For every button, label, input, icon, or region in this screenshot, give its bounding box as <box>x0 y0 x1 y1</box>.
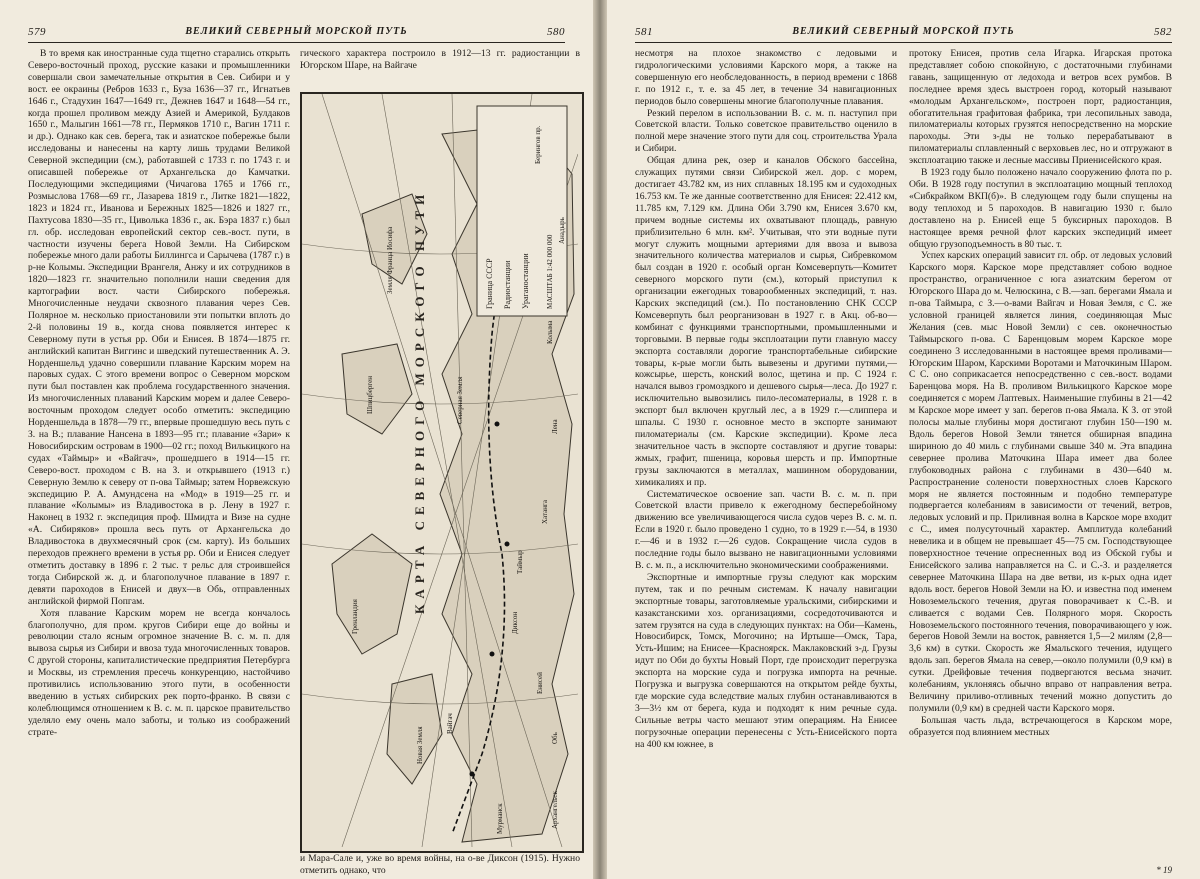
map-legend-item: Радиостанции <box>503 260 512 309</box>
page-number: 582 <box>1154 26 1172 38</box>
map-scale: МАСШТАБ 1:42 000 000 <box>546 234 554 309</box>
map-label: Берингов пр. <box>534 125 542 164</box>
right-page-header <box>635 26 1172 43</box>
map-label: Новая Земля <box>416 726 424 764</box>
map-label: Енисей <box>536 672 544 694</box>
map-legend-item: Граница СССР <box>485 258 494 309</box>
paragraph: Общая длина рек, озер и каналов Обского бассейна, служащих путями связи Сибирской жел. дор. с морем, достигает 43.782 км, из них сплавных 18.195 км и судоходных 16.753 км. Те же данные соответственно для Енисея: 22.412 км, 11.785 км, 7.129 км. Длина Оби 3.790 км, Енисея 3.670 км, причем водные системы их охватывают площадь, равную приблизительно 6 млн. км². Учитывая, что эти водные пути могут служить мощными артериями для ввоза и вывоза значительного количества материалов и сырья, Сибревкомом был создан в 1920 г. особый орган Комсеверпуть—Комитет северного морского пути (см.), который приступил к организации ежегодных товарообменных экспедиций, т. наз. Карских экспедиций (см.). По постановлению СНК СССР Комсеверпуть был реорганизован в 1927 г. в Акц. об-во—комбинат с функциями транспортными, промышленными и торговыми. В первые годы эксплоатации пути главную массу экспорта составляли дорогие транспортабельные сибирские товары, к-рые могли быть вывезены и другими путями,—кожсырье, шерсть, конский волос, щетина и пр. С 1924 г. начался вывоз громоздкого и дешевого сырья—леса. До 1927 г. исключительно вывозились пило-лесоматериалы, в 1928 г. в экспорт был включен круглый лес, а в 1929 г.—слиппера и шпалы. С 1930 г. основное место в экспорте занимают пиломатериалы (см. Карские экспедиции). Кроме леса значительное часть в экспорте составляют и другие товары: жмых, графит, пшеница, коровья шерсть и пр. Импортные грузы заключаются в металлах, машинном оборудовании, химикалиях и пр. <box>635 155 897 488</box>
left-page <box>0 0 593 879</box>
page-number: 581 <box>635 26 653 38</box>
page-number: 580 <box>547 26 565 38</box>
map-title: КАРТА СЕВЕРНОГО МОРСКОГО ПУТИ <box>412 188 427 614</box>
map-label: Обь <box>551 732 559 744</box>
map-label: Колыма <box>546 320 554 344</box>
paragraph: Резкий перелом в использовании В. с. м. п. наступил при Советской власти. Только советское правительство оценило в полной мере значение этого пути для соц. строительства Урала и Сибири. <box>635 107 897 155</box>
left-page-header <box>28 26 565 43</box>
map-label: Вайгач <box>446 713 454 734</box>
map-drawing <box>302 94 578 847</box>
map-label: Хатанга <box>541 500 549 524</box>
map-legend-item: Ураганостанции <box>521 253 530 309</box>
text-column-2-bottom <box>300 853 580 877</box>
route-map <box>300 92 584 853</box>
map-label: Гренландия <box>351 599 359 634</box>
paragraph: В 1923 году было положено начало сооружению флота по р. Оби. В 1928 году поступил в эксплоатацию мощный теплоход «Сибкрайком ВКП(б)». В следующем году были спущены на воду теплоход и 5 пароходов. В навигацию 1930 г. было доставлено на р. Енисей еще 5 буксирных пароходов. В настоящее время речной флот карских экспедиций имеет общую грузоподъемность в 80 тыс. т. <box>909 167 1172 250</box>
paragraph: Успех карских операций зависит гл. обр. от ледовых условий Карского моря. Карское море представляет собою водное пространство, ограниченное с юга азиатским берегом от Югорского Шара до м. Челюскина, с В.—зап. берегами Ямала и п-ова Таймыра, с З.—о-вами Вайгач и Новая Земля, с С. же условной границей является линия, соединяющая Мыс Желания (сев. мыс Новой Земли) с сев. оконечностью Таймырского п-ова. С Баренцовым морем Карское море соединено 3 исследованными в настоящее время проливами—Югорским Шаром, Карскими Воротами и Маточкиным Шаром. С С. оно соприкасается непосредственно с сев.-вост. водами Баренцова моря. На В. проливом Вилькицкого Карское море соединяется с морем Лаптевых. Наименьшие глубины в 21—42 м Карское море имеет у зап. берегов п-ова Ямала. К З. от этой полосы малые глубины моря достигают глубин 150—190 м. Вдоль берегов Новой Земли тянется обширная впадина шириною до 40 миль с глубинами свыше 340 м. Эта впадина севернее пролива Маточкина Шара имеет два более глубоководных района с глубинами в 430—640 м. Распространение солености поверхностных слоев Карского моря не является постоянным и подобно температуре подвергается колебаниям в зависимости от течений, ветров, ледовых условий и пр. Приливная волна в Карское море входит с С., имея полусуточный характер. Амплитуда колебаний невелика и в общем не превышает 45—75 см. Господствующее поверхностное течение опресненных вод из Обской губы и Енисейского залива направляется на С. и С.-З. и разделяется севернее Маточкина Шара на две ветви, из к-рых одна идет вдоль вост. берегов Новой Земли на Ю. и известна под именем Новоземельского течения, другая поворачивает к С.-В. и сливается с водами Сев. Полярного моря. Скорость Новоземельского постоянного течения, поворачивающего у юж. берегов Новой Земли на восток, равняется 1,5—2 милям (2,8—3,6 км) в сутки. Скорость же Ямальского течения, идущего вдоль зап. берегов Ямала на север,—около полумили (0,9 км) в сутки. Дрейфовые течения подвергаются весьма значит. колебаниям, уклоняясь обычно вправо от направления ветра. Величину приливо-отливных течений можно допустить до полумили (0,9 км) в средней части Карского моря. <box>909 250 1172 714</box>
paragraph: Систематическое освоение зап. части В. с. м. п. при Советской власти привело к ежегодному бесперебойному движению все увеличивающегося числа судов через В. с. м. п. Если в 1920 г. было проведено 1 судно, то в 1929 г.—54, в 1930 г.—46 и в 1932 г.—26 судов. Сокращение числа судов в последние годы было вызвано не навигационными условиями В. с. м. п., а исключительно экономическими соображениями. <box>635 488 897 571</box>
paragraph: и Мара-Сале и, уже во время войны, на о-ве Диксон (1915). Нужно отметить однако, что <box>300 853 580 876</box>
paragraph: Экспортные и импортные грузы следуют как морским путем, так и по речным системам. К началу навигации экспортные товары, заготовляемые уральскими, сибирскими и казакстанскими хоз. организациями, сосредоточиваются и затем грузятся на суда в следующих пунктах: на Оби—Камень, Новосибирск, Томск, Могочино; на Иртыше—Омск, Тара, Усть-Ишим; на Енисее—Красноярск. Маклаковский з-д. Грузы идут по Оби до бухты Новый Порт, где происходит перегрузка экспорта на морские суда и погрузка импорта на речные. Погрузка и выгрузка совершаются на открытом рейде бухты, где морские суда вследствие малых глубин останавливаются в 3—3½ км от берега, куда и подходят к ним речные суда. Сильные ветры часто мешают этим операциям. На Енисее погрузочные операции перенесены с Усть-Енисейского порта на 400 км южнее, в <box>635 571 897 750</box>
map-label: Земля Франца Иосифа <box>386 226 394 294</box>
paragraph: несмотря на плохое знакомство с ледовыми и гидрологическими условиями Карского моря, а также на совершенную его необследованность, в период времени с 1868 г. по 1912 г., т. е. за 45 лет, в течение 34 навигационных периодов было совершены многие благополучные плавания. <box>635 48 897 107</box>
map-label: Мурманск <box>496 803 504 834</box>
map-label: Таймыр <box>516 550 524 574</box>
right-page <box>607 0 1200 879</box>
book-gutter <box>593 0 607 879</box>
text-column-4 <box>909 48 1172 862</box>
running-head: ВЕЛИКИЙ СЕВЕРНЫЙ МОРСКОЙ ПУТЬ <box>185 26 408 37</box>
map-label: Диксон <box>511 611 519 634</box>
map-label: Анадырь <box>558 217 566 244</box>
paragraph: гического характера построило в 1912—13 гг. радиостанции в Югорском Шаре, на Вайгаче <box>300 48 580 71</box>
paragraph: Хотя плавание Карским морем не всегда кончалось благополучно, для пром. кругов Сибири еще до войны и революции стало ясным огромное значение В. с. м. п. для вывоза сырья из Сибири и ввоза туда многочисленных товаров. С другой стороны, капиталистические предприятия Петербурга и Москвы, из стремления пресечь конкуренцию, настойчиво противились использованию этого пути, в особенности введению в устьях сибирских рек порто-франко. В связи с колеблющимся отношением к В. с. м. п. царское правительство уделяло ему очень мало заботы, и только из соображений страте- <box>28 607 290 738</box>
paragraph: Большая часть льда, встречающегося в Карском море, образуется под влиянием местных <box>909 714 1172 738</box>
text-column-3 <box>635 48 897 868</box>
text-column-1 <box>28 48 290 874</box>
map-label: Архангельск <box>551 791 559 829</box>
running-head: ВЕЛИКИЙ СЕВЕРНЫЙ МОРСКОЙ ПУТЬ <box>792 26 1015 37</box>
paragraph: протоку Енисея, против села Игарка. Игарская протока представляет собою спокойную, с достаточными глубинами гавань, защищенную от ледохода и ветров всех румбов. В последнее время здесь выстроен город, который называют «молодым Архангельском», построен порт, радиостанция, обогатительная графитовая фабрика, три лесопильных завода, пиломатериалы которых грузятся непосредственно на морские пароходы. Эти з-ды не только перерабатывают в пиломатериалы сплавленный с верховьев лес, но и отгружают в эксплоатацию также и лесные массивы Приенисейского края. <box>909 48 1172 167</box>
paragraph: В то время как иностранные суда тщетно старались открыть Северо-восточный проход, русские казаки и промышленники совершали свои замечательные открытия в Сев. Сибири и у вост. ее окраины (Ребров 1633 г., Буза 1636—37 гг., Игнатьев 1646 г., Стадухин 1647—1649 гг., Дежнев 1647 и 1648—54 гг., когда прошел проливом между Азией и Америкой, Булдаков 1650 г., Малыгин 1661—78 гг., Пермяков 1710 г., Вагин 1711 г. и др.). Однако как сев. берега, так и азиатское побережье были исследованы и нанесены на карту лишь трудами Великой Северной экспедиции (см.), работавшей с 1733 г. по 1743 г. и описавшей побережье от Архангельска до Камчатки. Последующими экспедициями (Чичагова 1765 и 1766 гг., Розмыслова 1768—69 гг., Лазарева 1819 г., Литке 1821—1822, 1823 и 1824 гг., Иванова и Бережных 1825—1826 и 1827 гг., Пахтусова 1830—35 гг., Циволька 1836 г., ак. Бэра 1837 г.) был гл. обр. исследован европейский сектор сев.-вост. пути, в частности изучены берега Новой Земли. На Сибирском побережье много дали работы Биллингса и Сарычева (1787 г.) в р-не Колымы. Экспедиции Врангеля, Анжу и их сотрудников в 1820—1823 гг. значительно пополнили наши сведения для картографии вост. части Сибирского побережья. Многочисленные неудачи сквозного плавания через Сев. Полярное м. несколько приостановили эти попытки вплоть до 2-й половины 19 в., когда снова появляется интерес к Северному пути в устья рр. Оби и Енисея. В 1874—1875 гг. английский капитан Виггинс и шведский путешественник А. Э. Норденшельд удачно совершили плавание Карским морем на паровых судах. С этого времени вопрос о Северном морском пути был поставлен как проблема государственного значения. Из многочисленных плаваний Карским морем и далее Северо-восточным проходом следует особо отметить: экспедицию Норденшельда в 1878—79 гг., впервые прошедшую весь путь с З. на В.; плавание Нансена в 1893—95 гг.; плавание «Зари» к Новосибирским островам в 1900—02 гг.; поход Вилькицкого на судах «Таймыр» и «Вайгач», прошедшего в 1914—15 гг. Северо-вост. проходом с В. на З. и открывшего (1913 г.) Северную Землю к северу от п-ова Таймыр; затем Норвежскую экспедицию Р. А. Амундсена на «Мод» в 1919—25 гг. и плавание «Колымы» из Владивостока в р. Лену в 1927 г. Наконец в 1932 г. экспедиция проф. Шмидта и Визе на судне «А. Сибиряков» прошла весь путь от Архангельска до Владивостока в двухмесячный срок (см. карту). Из больших переходов прежнего времени в устья рр. Оби и Енисея следует отметить доставку в 1896 г. 2 тыс. т рельс для строившейся тогда Сибирской ж. д. и благополучное плавание в 1897 г. девяти пароходов в Енисей и двух—в Обь, отправленных английской фирмой Попгам. <box>28 48 290 607</box>
text-column-2-top <box>300 48 580 88</box>
map-label: Северная Земля <box>456 376 464 424</box>
page-number: 579 <box>28 26 46 38</box>
map-label: Лена <box>551 419 559 434</box>
signature-mark: * 19 <box>1156 865 1172 875</box>
map-label: Шпицберген <box>366 375 374 414</box>
